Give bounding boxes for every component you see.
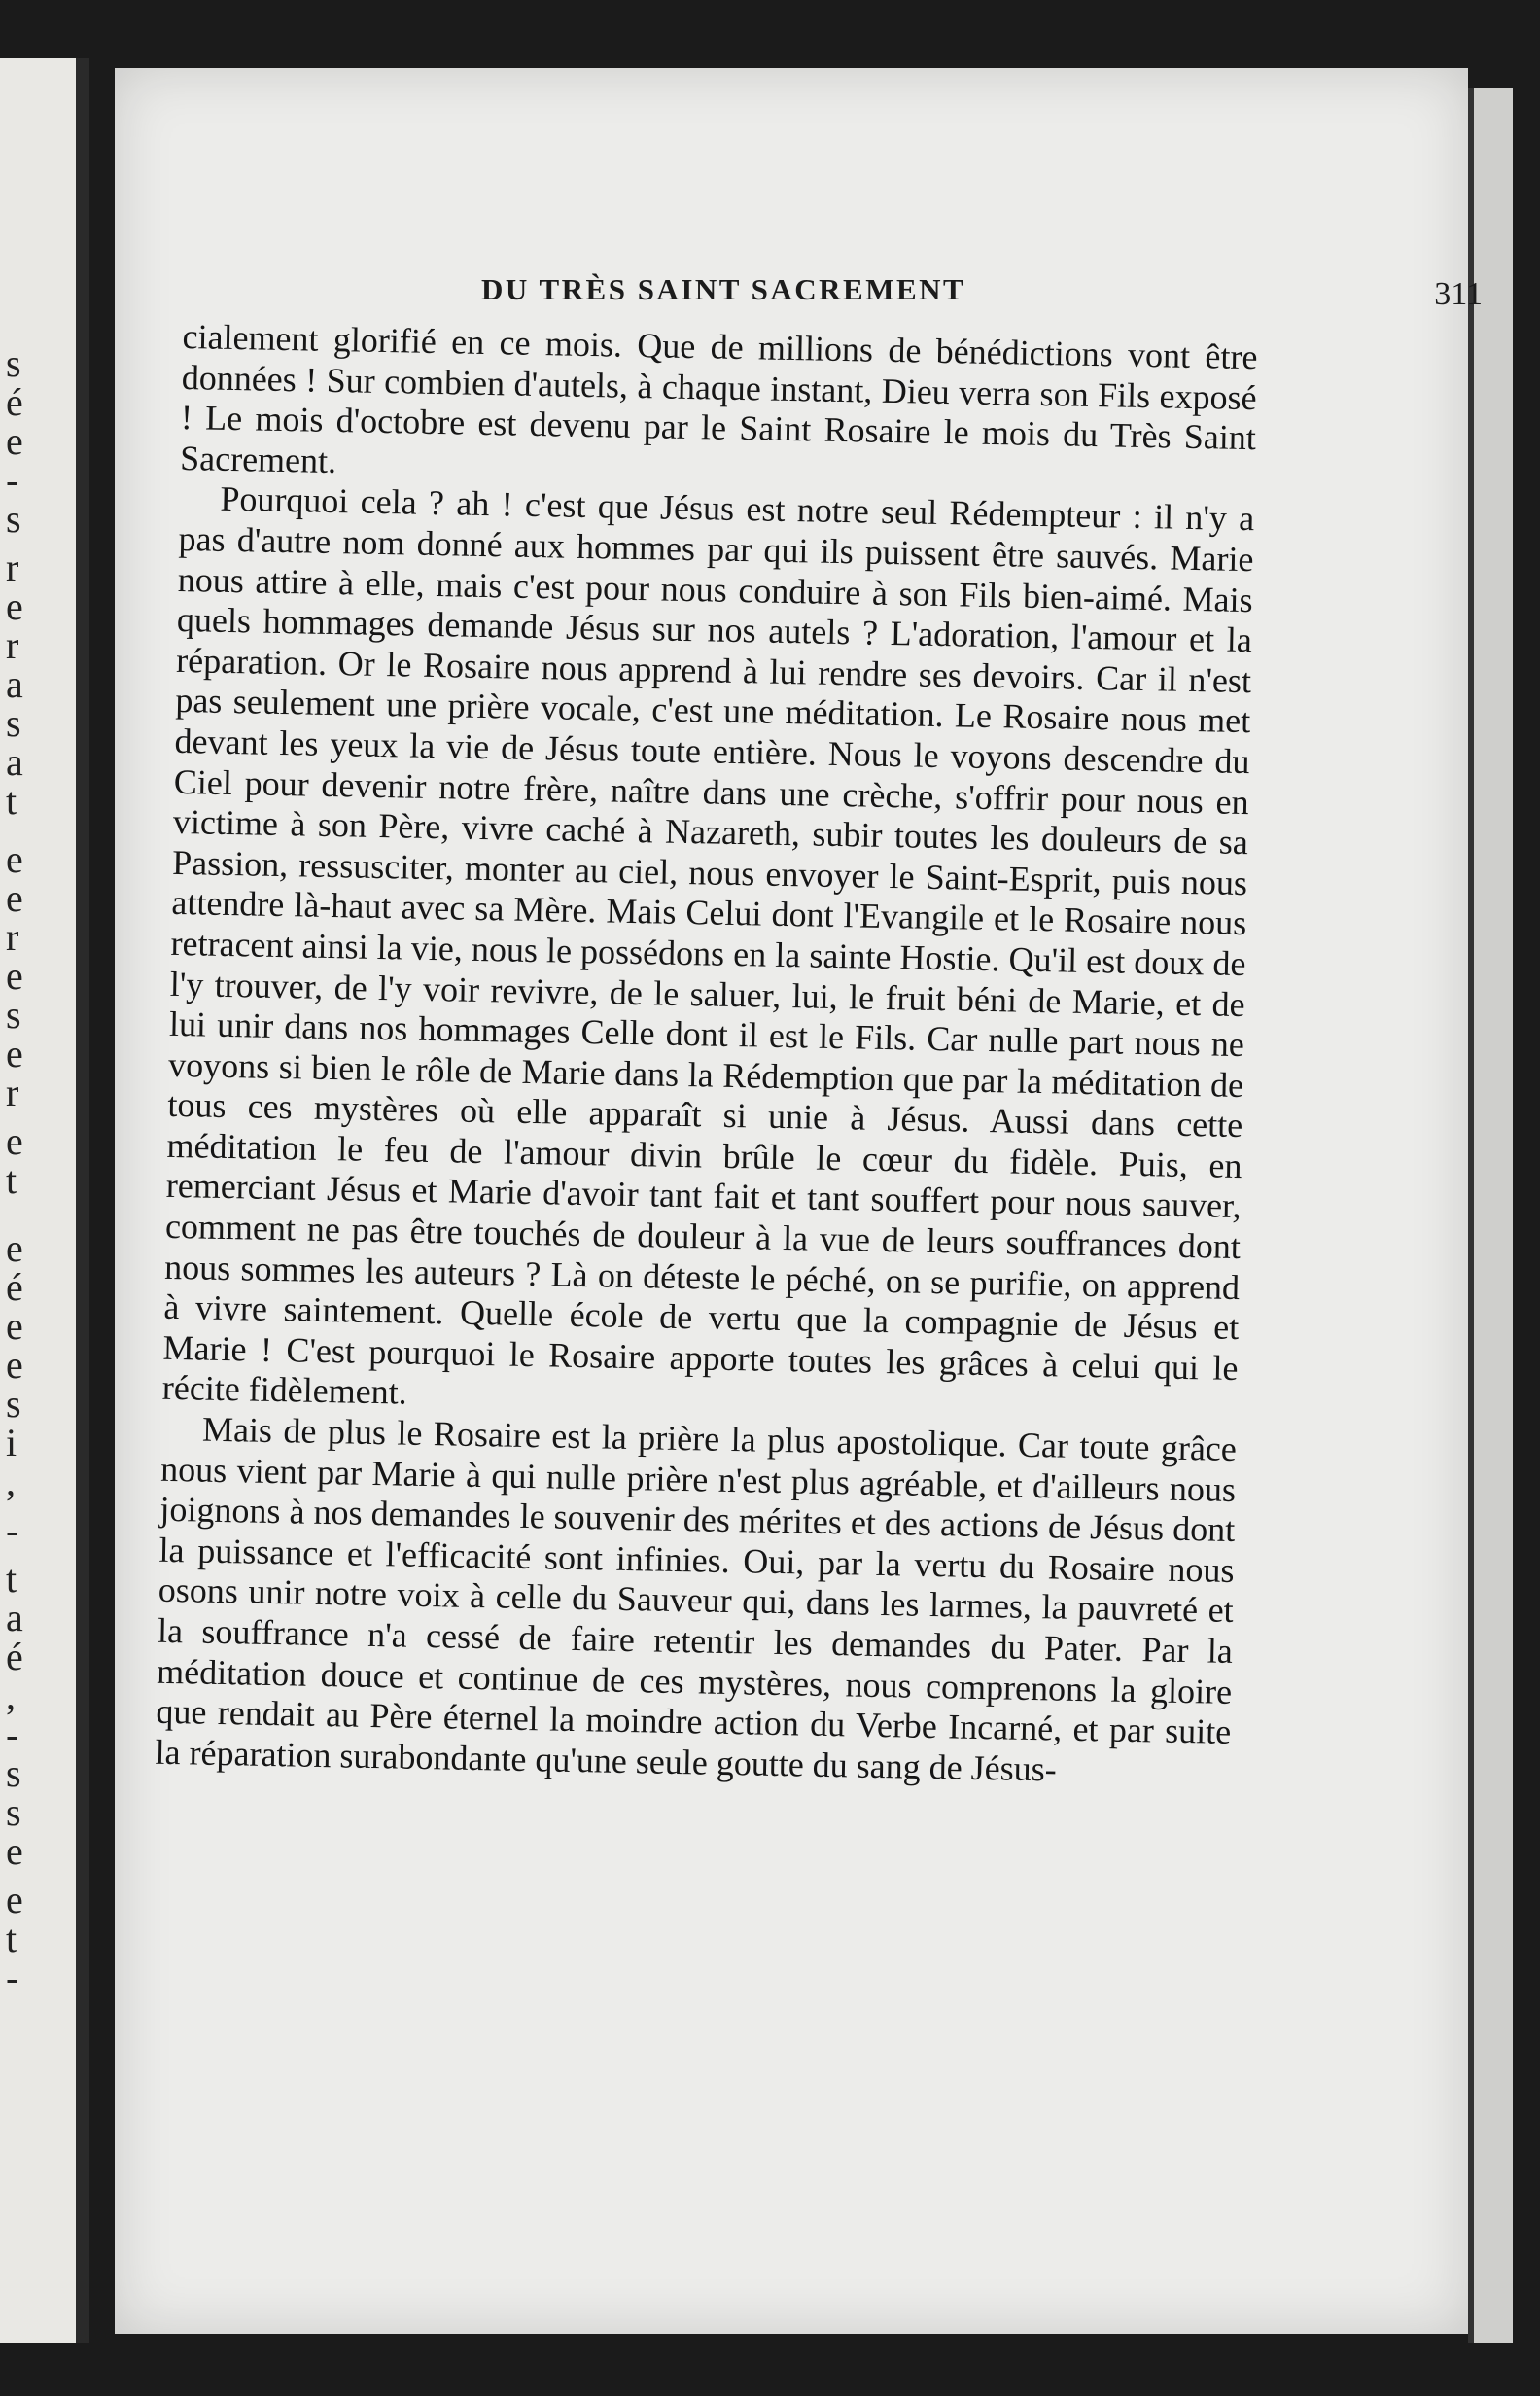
left-page-char: t xyxy=(6,1158,18,1202)
left-page-char: r xyxy=(6,915,19,959)
left-page-char: s xyxy=(6,701,21,745)
page-number: 311 xyxy=(1434,276,1483,312)
paragraph: Mais de plus le Rosaire est la prière la plus apostolique. Car toute grâce nous vient par Marie à qui nulle prière n'est plus agréable, et d'ailleurs nous joignons à nos demandes le souvenir des mérites et des actions de Jésus dont la puissance et l'efficacité sont infinies. Oui, par la vertu du Rosaire nous osons unir notre voix à celle du Sauveur qui, dans les larmes, la pauvreté et la souffrance n'a cessé de faire retentir les demandes du Pater. Par la méditation douce et continue de ces mystères, nous comprenons la gloire que rendait au Père éternel la moindre action du Verbe Incarné, et par suite la réparation surabondante qu'une seule goutte du sang de Jésus- xyxy=(155,1409,1238,1789)
left-page-char: a xyxy=(6,740,23,784)
left-page-char: e xyxy=(6,1032,23,1075)
left-page-char: e xyxy=(6,1829,23,1873)
left-page-char: - xyxy=(6,458,19,502)
left-page-char: - xyxy=(6,1712,19,1756)
paragraph: cialement glorifié en ce mois. Que de millions de bénédictions vont être données ! Sur combien d'autels, à chaque instant, Dieu verra son Fils exposé ! Le mois d'octobre est devenu par le Saint Rosaire le mois du Très Saint Sacrement. xyxy=(179,317,1258,480)
left-page-char: e xyxy=(6,584,23,628)
left-page-char: t xyxy=(6,1557,18,1601)
page-edge-shadow xyxy=(1468,88,1513,2343)
left-page-char: r xyxy=(6,546,19,589)
left-page-char: s xyxy=(6,993,21,1037)
left-page-char: s xyxy=(6,1382,21,1426)
paragraph: Pourquoi cela ? ah ! c'est que Jésus est notre seul Rédempteur : il n'y a pas d'autre nom donné aux hommes par qui ils puissent être sauvés. Marie nous attire à elle, mais c'est pour nous conduire à son Fils bien-aimé. Mais quels hommages demande Jésus sur nos autels ? L'adoration, l'amour et la réparation. Or le Rosaire nous apprend à lui rendre ses devoirs. Car il n'est pas seulement une prière vocale, c'est une méditation. Le Rosaire nous met devant les yeux la vie de Jésus toute entière. Nous le voyons descendre du Ciel pour devenir notre frère, naître dans une crèche, s'offrir pour nous en victime à son Père, vivre caché à Nazareth, subir toutes les douleurs de sa Passion, ressusciter, monter au ciel, nous envoyer le Saint-Esprit, puis nous attendre là-haut avec sa Mère. Mais Celui dont l'Evangile et le Rosaire nous retracent ainsi la vie, nous le possédons en la sainte Hostie. Qu'il est doux de l'y trouver, de l'y voir revivre, de le saluer, lui, le fruit béni de Marie, et de lui unir dans nos hommages Celle dont il est le Fils. Car nulle part nous ne voyons si bien le rôle de Marie dans la Rédemption que par la méditation de tous ces mystères où elle apparaît si unie à Jésus. Aussi dans cette méditation le feu de l'amour divin brûle le cœur du fidèle. Puis, en remerciant Jésus et Marie d'avoir tant fait et tant souffert pour nous sauver, comment ne pas être touchés de douleur à la vue de leurs souffrances dont nous sommes les auteurs ? Là on déteste le péché, on se purifie, on apprend à vivre saintement. Quelle école de vertu que la compagnie de Jésus et Marie ! C'est pourquoi le Rosaire apporte toutes les grâces à celui qui le récite fidèlement. xyxy=(161,479,1255,1413)
left-page-char: t xyxy=(6,1917,18,1960)
page-header xyxy=(481,272,1492,321)
left-page-char: - xyxy=(6,1508,19,1552)
left-page-char: é xyxy=(6,380,23,424)
left-page-char: a xyxy=(6,662,23,706)
left-page-char: s xyxy=(6,341,21,385)
left-page-char: , xyxy=(6,1674,16,1717)
left-page-char: , xyxy=(6,1460,16,1503)
left-page-char: é xyxy=(6,1635,23,1678)
left-page-char: e xyxy=(6,1226,23,1270)
left-page-char: s xyxy=(6,497,21,541)
left-page-char: e xyxy=(6,954,23,998)
left-page-char: t xyxy=(6,779,18,823)
left-page-char: e xyxy=(6,876,23,920)
left-page-char: s xyxy=(6,1790,21,1834)
left-page-char: r xyxy=(6,623,19,667)
left-page-char: e xyxy=(6,1343,23,1387)
left-page-char: a xyxy=(6,1596,23,1639)
left-page-edge xyxy=(0,58,89,2343)
body-text xyxy=(155,317,1258,1793)
left-page-char: é xyxy=(6,1265,23,1309)
left-page-char: e xyxy=(6,419,23,463)
left-page-char: r xyxy=(6,1071,19,1114)
left-page-char: e xyxy=(6,837,23,881)
left-page-char: i xyxy=(6,1421,18,1464)
left-page-char: e xyxy=(6,1119,23,1163)
running-title: DU TRÈS SAINT SACREMENT xyxy=(481,272,966,306)
left-page-char: - xyxy=(6,1956,19,1999)
left-page-char: e xyxy=(6,1878,23,1921)
left-page-char: e xyxy=(6,1304,23,1348)
left-page-char: s xyxy=(6,1751,21,1795)
